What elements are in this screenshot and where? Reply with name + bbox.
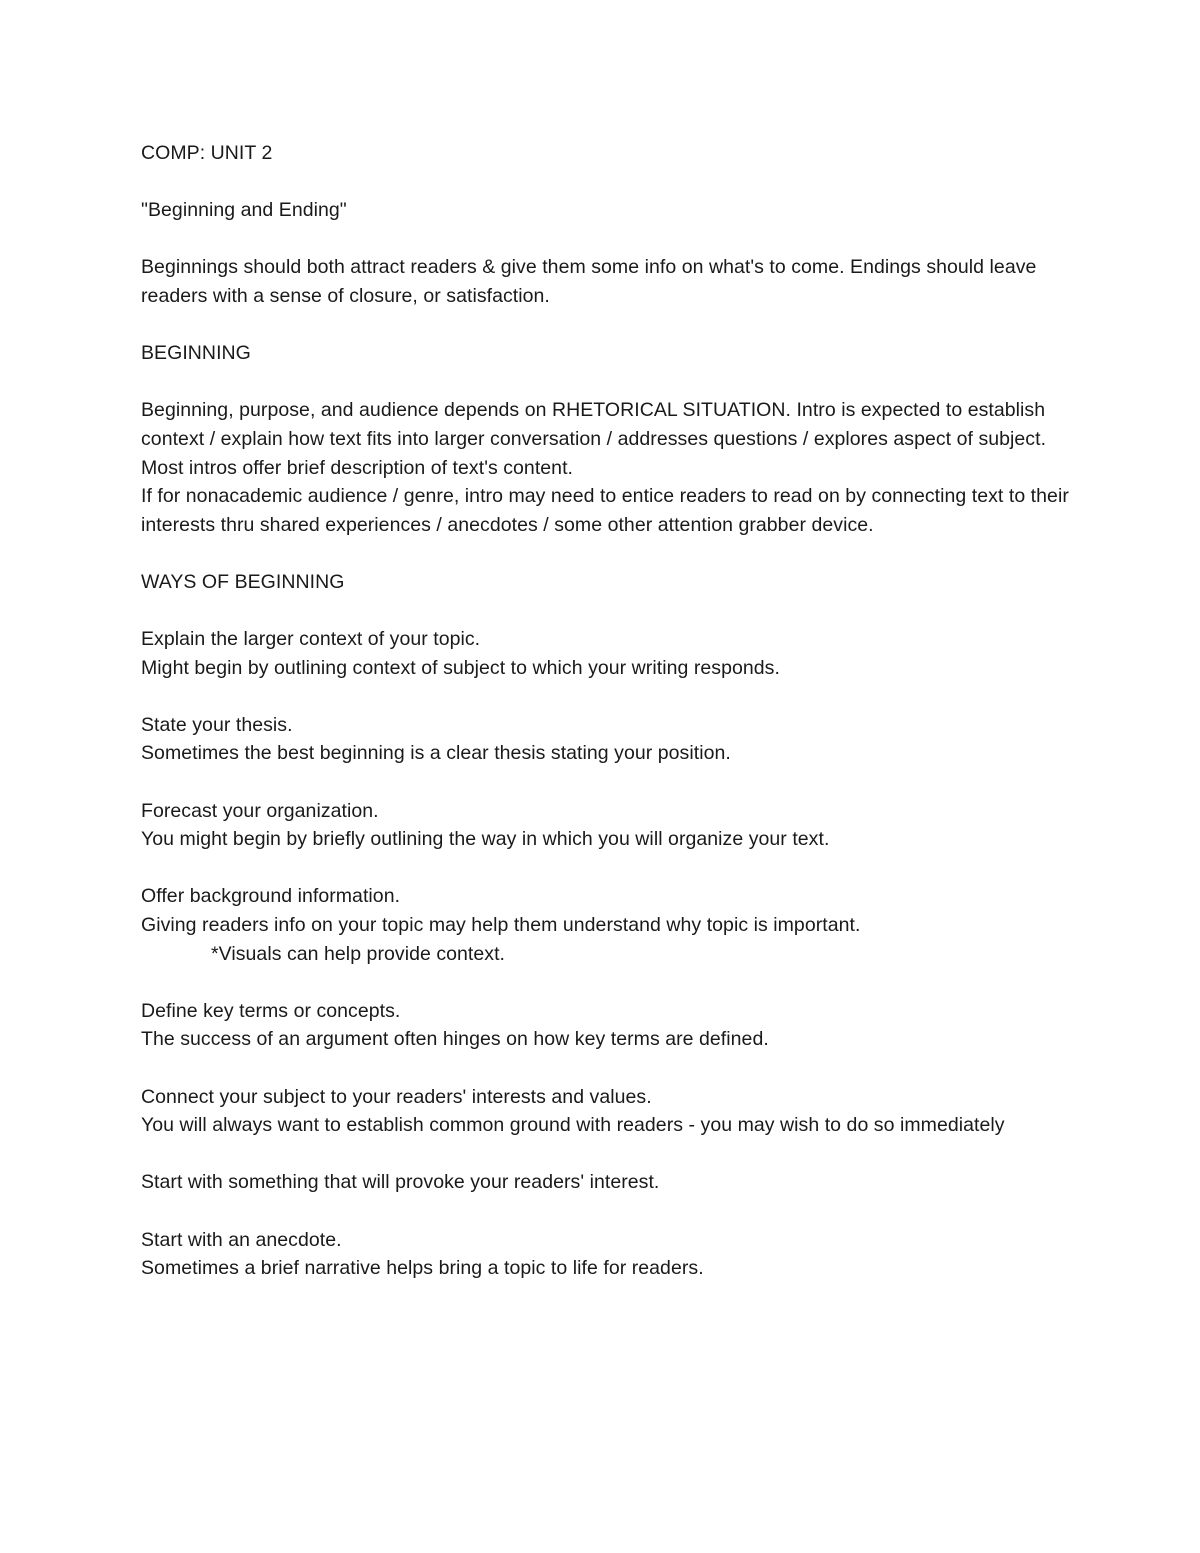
way-description: Sometimes a brief narrative helps bring a topic to life for readers.: [141, 1257, 704, 1280]
way-item: [141, 797, 1071, 854]
way-title: State your thesis.: [141, 713, 293, 736]
way-description: You will always want to establish common ground with readers - you may wish to do so immediately: [141, 1114, 1005, 1137]
way-item: [141, 1168, 1071, 1197]
document-content: [141, 139, 1071, 1311]
way-item: [141, 1083, 1071, 1140]
way-note: *Visuals can help provide context.: [211, 942, 506, 965]
way-item: [141, 625, 1071, 682]
document-title: COMP: UNIT 2: [141, 142, 273, 164]
way-title: Explain the larger context of your topic.: [141, 628, 481, 651]
ways-heading: WAYS OF BEGINNING: [141, 570, 345, 593]
way-item: [141, 997, 1071, 1054]
beginning-paragraph-2: If for nonacademic audience / genre, intro may need to entice readers to read on by connecting text to their interests thru shared experiences / anecdotes / some other attention grabber device.: [141, 485, 1069, 536]
intro-paragraph: Beginnings should both attract readers & give them some info on what's to come. Endings should leave readers with a sense of closure, or satisfaction.: [141, 256, 1037, 307]
document-subtitle: "Beginning and Ending": [141, 199, 347, 222]
way-title: Start with an anecdote.: [141, 1228, 342, 1251]
beginning-heading: BEGINNING: [141, 342, 251, 365]
way-description: You might begin by briefly outlining the way in which you will organize your text.: [141, 828, 830, 851]
way-title: Offer background information.: [141, 885, 401, 908]
way-description: The success of an argument often hinges on how key terms are defined.: [141, 1028, 769, 1051]
way-item: [141, 882, 1071, 968]
way-description: Might begin by outlining context of subject to which your writing responds.: [141, 656, 780, 679]
way-title: Start with something that will provoke your readers' interest.: [141, 1171, 660, 1194]
way-description: Giving readers info on your topic may help them understand why topic is important.: [141, 914, 861, 937]
way-title: Forecast your organization.: [141, 799, 379, 822]
way-title: Define key terms or concepts.: [141, 999, 401, 1022]
way-description: Sometimes the best beginning is a clear thesis stating your position.: [141, 742, 731, 765]
way-title: Connect your subject to your readers' interests and values.: [141, 1085, 652, 1108]
beginning-paragraph-1: Beginning, purpose, and audience depends on RHETORICAL SITUATION. Intro is expected to establish context / explain how text fits into larger conversation / addresses questions / explores aspect of subject. Most intros offer brief description of text's content.: [141, 399, 1047, 479]
beginning-section: [141, 396, 1071, 539]
way-item: [141, 1226, 1071, 1283]
way-item: [141, 711, 1071, 768]
